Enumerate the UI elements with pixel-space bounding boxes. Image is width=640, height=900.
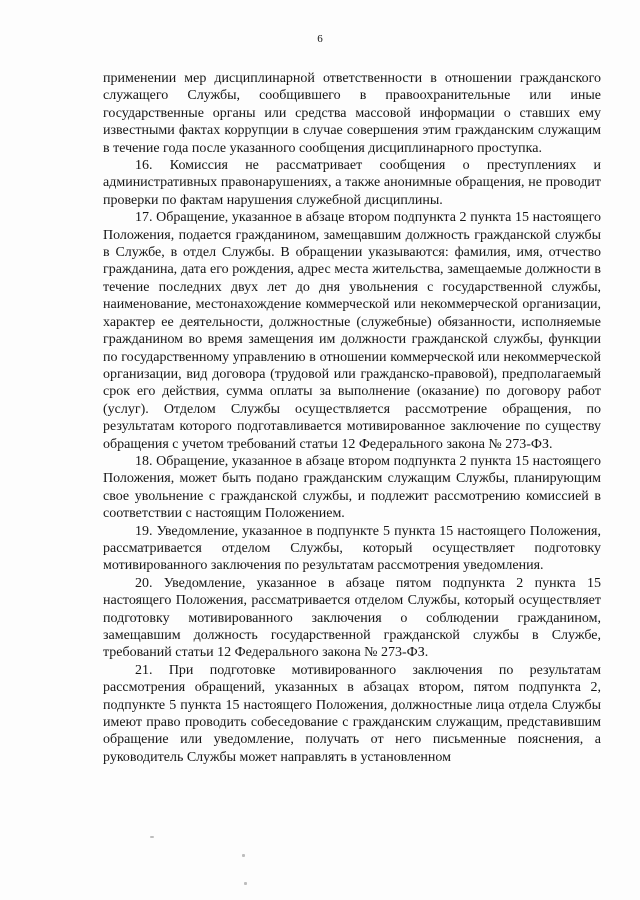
paragraph-item-16: 16. Комиссия не рассматривает сообщения о преступлениях и административных правонарушениях, а также анонимные обращения, не проводит проверки по фактам нарушения служебной дисциплины.: [103, 158, 601, 208]
paragraph-item-20: 20. Уведомление, указанное в абзаце пятом подпункта 2 пункта 15 настоящего Положения, рассматривается отделом Службы, который осуществляет подготовку мотивированного заключения о соблюдении гражданином, замещавшим должность государственной гражданской службы в Службе, требований статьи 12 Федерального закона № 273-ФЗ.: [103, 575, 601, 661]
paragraph-item-17: 17. Обращение, указанное в абзаце втором подпункта 2 пункта 15 настоящего Положения, подается гражданином, замещавшим должность гражданской службы в Службе, в отдел Службы. В обращении указываются: фамилия, имя, отчество гражданина, дата его рождения, адрес места жительства, замещаемые должности в течение последних двух лет до дня увольнения с государственной службы, наименование, местонахождение коммерческой или некоммерческой организации, характер ее деятельности, должностные (служебные) обязанности, исполняемые гражданином во время замещения им должности гражданской службы, функции по государственному управлению в отношении коммерческой или некоммерческой организации, вид договора (трудовой или гражданско-правовой), предполагаемый срок его действия, сумма оплаты за выполнение (оказание) по договору работ (услуг). Отделом Службы осуществляется рассмотрение обращения, по результатам которого подготавливается мотивированное заключение по существу обращения с учетом требований статьи 12 Федерального закона № 273-ФЗ.: [103, 210, 601, 452]
paragraph-item-21: 21. При подготовке мотивированного заключения по результатам рассмотрения обращений, указанных в абзацах втором, пятом подпункта 2, подпункте 5 пункта 15 настоящего Положения, должностные лица отдела Службы имеют право проводить собеседование с гражданским служащим, представившим обращение или уведомление, получать от него письменные пояснения, а руководитель Службы может направлять в установленном: [103, 662, 601, 765]
scan-artifact: [242, 854, 245, 857]
paragraph-item-18: 18. Обращение, указанное в абзаце втором подпункта 2 пункта 15 настоящего Положения, может быть подано гражданским служащим Службы, планирующим свое увольнение с гражданской службы, и подлежит рассмотрению комиссией в соответствии с настоящим Положением.: [103, 453, 601, 522]
paragraph-item-19: 19. Уведомление, указанное в подпункте 5 пункта 15 настоящего Положения, рассматривается отделом Службы, который осуществляет подготовку мотивированного заключения по результатам рассмотрения уведомления.: [103, 523, 601, 574]
document-body: [103, 70, 601, 766]
page-number: 6: [317, 33, 323, 45]
paragraph-continuation: применении мер дисциплинарной ответственности в отношении гражданского служащего Службы, сообщившего в правоохранительные или иные государственные органы или средства массовой информации о ставших ему известными фактах коррупции в случае совершения этим гражданским служащим в течение года после указанного сообщения дисциплинарного проступка.: [103, 71, 601, 156]
scan-artifact: [244, 882, 247, 885]
scan-artifact: [150, 836, 154, 838]
